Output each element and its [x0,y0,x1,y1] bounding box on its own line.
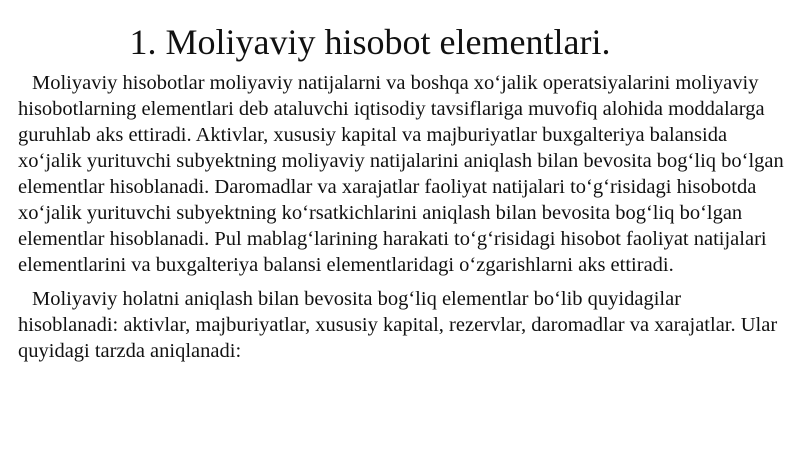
slide-title: 1. Moliyaviy hisobot elementlari. [129,22,611,62]
slide-body [18,70,784,364]
paragraph-financial-position-elements: Moliyaviy holatni aniqlash bilan bevosita bog‘liq elementlar bo‘lib quyidagilar hisoblanadi: aktivlar, majburiyatlar, xususiy kapital, rezervlar, daromadlar va xarajatlar. Ular quyidagi tarzda aniqlanadi: [18,288,778,362]
paragraph-financial-statement-elements: Moliyaviy hisobotlar moliyaviy natijalarni va boshqa xo‘jalik operatsiyalarini moliyaviy hisobotlarning elementlari deb ataluvchi iqtisodiy tavsiflariga muvofiq alohida moddalarga guruhlab aks ettiradi. Aktivlar, xususiy kapital va majburiyatlar buxgalteriya balansida xo‘jalik yurituvchi subyektning moliyaviy natijalarini aniqlash bilan bevosita bog‘liq bo‘lgan elementlar hisoblanadi. Daromadlar va xarajatlar faoliyat natijalari to‘g‘risidagi hisobotda xo‘jalik yurituvchi subyektning ko‘rsatkichlarini aniqlash bilan bevosita bog‘liq bo‘lgan elementlar hisoblanadi. Pul mablag‘larining harakati to‘g‘risidagi hisobot faoliyat natijalari elementlarini va buxgalteriya balansi elementlaridagi o‘zgarishlarni aks ettiradi. [18,72,784,276]
